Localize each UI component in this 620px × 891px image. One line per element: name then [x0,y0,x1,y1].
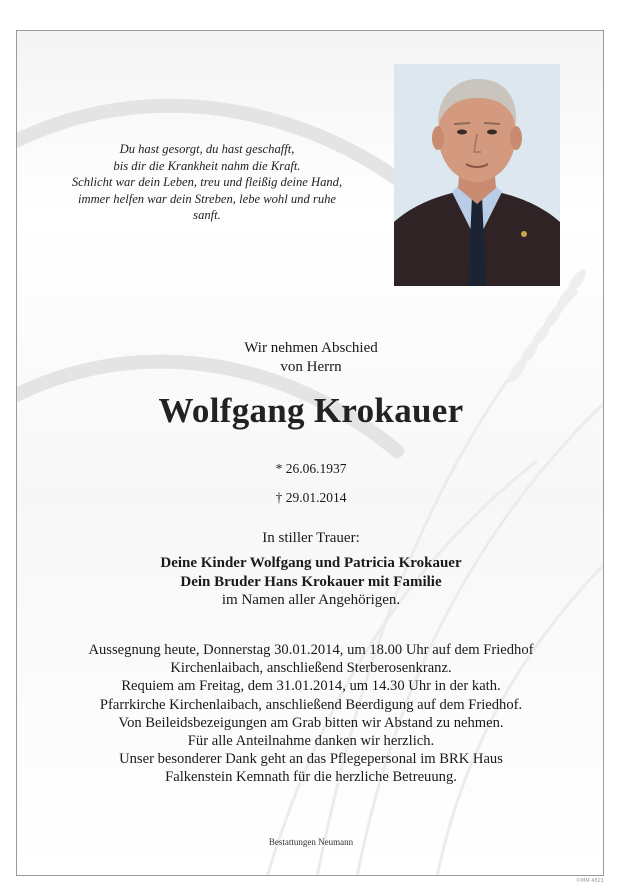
memorial-poem [47,141,367,224]
portrait-photo [394,64,560,286]
deceased-name: Wolfgang Krokauer [158,391,464,430]
intro-line: von Herrn [280,359,342,375]
notice-line: Aussegnung heute, Donnerstag 30.01.2014, um 18.00 Uhr auf dem Friedhof [88,642,534,658]
birth-date: * 26.06.1937 [275,461,347,476]
notice-line: Kirchenlaibach, anschließend Sterberosenkranz. [170,660,452,677]
funeral-home: Bestattungen Neumann [268,837,354,847]
farewell-intro [17,339,604,377]
mourning-heading: In stiller Trauer: [262,530,360,546]
mourners-list [17,554,604,610]
notice-line: Requiem am Freitag, dem 31.01.2014, um 14.30 Uhr in der kath. [121,678,501,695]
poem-line: sanft. [193,208,221,222]
notice-line: Falkenstein Kemnath für die herzliche Betreuung. [165,769,457,786]
poem-line: immer helfen war dein Streben, lebe wohl und ruhe [77,191,336,206]
service-notice [17,641,604,787]
poem-line: bis dir die Krankheit nahm die Kraft. [113,158,301,173]
notice-line: Von Beileidsbezeigungen am Grab bitten wir Abstand zu nehmen. [118,714,504,731]
mourner-line: im Namen aller Angehörigen. [221,592,401,608]
poem-line: Du hast gesorgt, du hast geschafft, [119,142,295,156]
mourner-line: Deine Kinder Wolfgang und Patricia Krokauer [160,555,462,571]
notice-line: Unser besonderer Dank geht an das Pflegepersonal im BRK Haus [119,751,503,768]
mourner-line: Dein Bruder Hans Krokauer mit Familie [180,573,442,590]
poem-line: Schlicht war dein Leben, treu und fleißig deine Hand, [71,175,343,189]
intro-line: Wir nehmen Abschied [244,340,378,356]
print-code: ©MM 4821 [576,878,604,884]
portrait-illustration [394,64,560,286]
obituary-page [16,30,604,876]
notice-line: Für alle Anteilnahme danken wir herzlich. [187,733,435,750]
notice-line: Pfarrkirche Kirchenlaibach, anschließend Beerdigung auf dem Friedhof. [99,696,523,713]
death-date: † 29.01.2014 [275,490,347,505]
